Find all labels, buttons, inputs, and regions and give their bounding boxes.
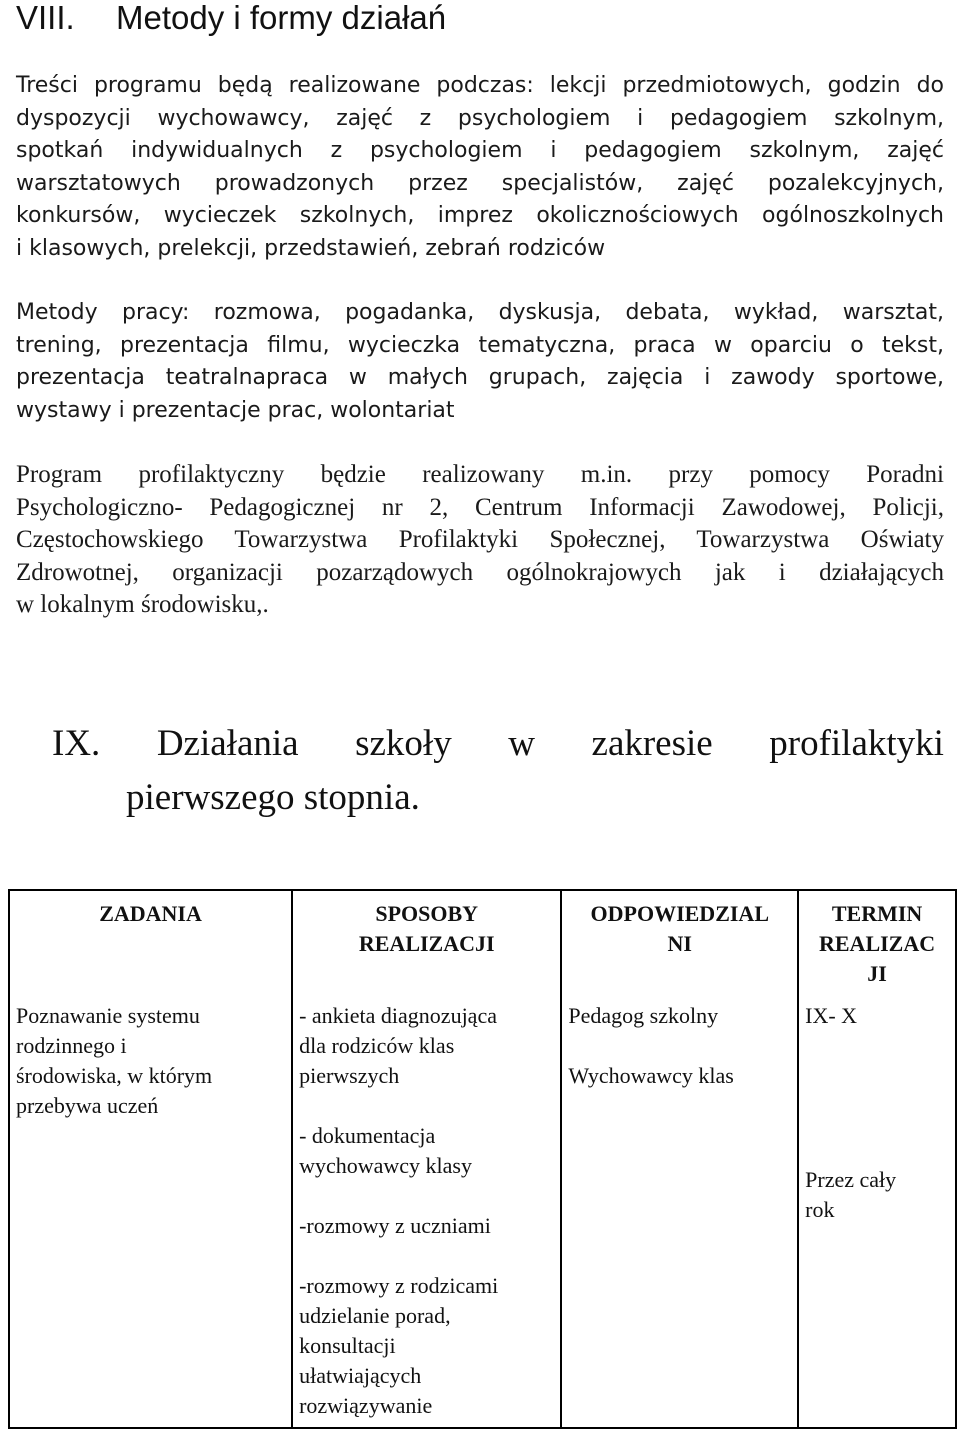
cell-line: Przez cały [805, 1167, 897, 1192]
paragraph-line: Częstochowskiego Towarzystwa Profilaktyki Społecznej, Towarzystwa Oświaty [16, 526, 944, 553]
paragraph-program-partners [16, 459, 944, 622]
cell-line: rozwiązywanie [299, 1393, 433, 1418]
cell-line: wychowawcy klasy [299, 1153, 472, 1178]
heading-word: w [508, 723, 535, 764]
heading-word: zakresie [591, 723, 713, 764]
section-9-title-line2: pierwszego stopnia. [126, 777, 420, 818]
cell-line: środowiska, w którym [16, 1063, 213, 1088]
paragraph-line: konkursów, wycieczek szkolnych, imprez okolicznościowych ogólnoszkolnych [16, 203, 944, 228]
cell-line: Poznawanie systemu [16, 1003, 200, 1028]
header-text: ODPOWIEDZIAL [590, 901, 769, 926]
cell-line: rok [805, 1197, 835, 1222]
section-9-number: IX. [52, 723, 101, 764]
cell-line: rodzinnego i [16, 1033, 127, 1058]
section-9-heading [52, 717, 944, 825]
paragraph-line: trening, prezentacja filmu, wycieczka tematyczna, praca w oparciu o tekst, [16, 332, 944, 358]
paragraph-line: warsztatowych prowadzonych przez specjalistów, zajęć pozalekcyjnych, [16, 170, 944, 196]
cell-line: udzielanie porad, [299, 1303, 451, 1328]
cell-line: -rozmowy z uczniami [299, 1213, 491, 1238]
heading-word: profilaktyki [769, 723, 944, 764]
heading-word: Działania [156, 723, 299, 764]
cell-line: dla rodziców klas [299, 1033, 455, 1058]
paragraph-line: Metody pracy: rozmowa, pogadanka, dyskusja, debata, wykład, warsztat, [16, 300, 944, 325]
cell-line: pierwszych [299, 1063, 400, 1088]
section-8-title: Metody i formy działań [116, 0, 447, 36]
cell-task [9, 995, 292, 1428]
cell-line: - ankieta diagnozująca [299, 1003, 497, 1028]
cell-term [798, 995, 956, 1428]
paragraph-line: Program profilaktyczny będzie realizowany m.in. przy pomocy Poradni [16, 461, 944, 488]
header-methods [292, 890, 561, 995]
paragraph-line: Psychologiczno- Pedagogicznej nr 2, Centrum Informacji Zawodowej, Policji, [16, 493, 944, 521]
header-text: REALIZAC [819, 931, 936, 956]
heading-word: szkoły [355, 723, 452, 764]
table-row [9, 995, 956, 1428]
section-8-number: VIII. [16, 0, 75, 36]
paragraph-line: w lokalnym środowisku,. [16, 591, 269, 618]
header-text: NI [667, 931, 692, 956]
section-8-heading [16, 0, 446, 36]
paragraph-line: Treści programu będą realizowane podczas: lekcji przedmiotowych, godzin do [16, 73, 944, 98]
table-header-row [9, 890, 956, 995]
header-text: SPOSOBY [375, 901, 479, 926]
paragraph-line: prezentacja teatralnapraca w małych grupach, zajęcia i zawody sportowe, [16, 365, 944, 390]
cell-line: Pedagog szkolny [568, 1003, 719, 1028]
paragraph-line: Zdrowotnej, organizacji pozarządowych ogólnokrajowych jak i działających [16, 558, 944, 586]
paragraph-line: i klasowych, prelekcji, przedstawień, zebrań rodziców [16, 235, 606, 261]
header-responsible [561, 890, 798, 995]
header-term [798, 890, 956, 995]
header-text: TERMIN [831, 901, 923, 926]
cell-methods [292, 995, 561, 1428]
paragraph-program-contents [16, 70, 944, 265]
cell-line: ułatwiających [299, 1363, 422, 1388]
header-text: ZADANIA [99, 901, 202, 926]
cell-line: IX- X [805, 1003, 858, 1028]
cell-line: Wychowawcy klas [568, 1063, 734, 1088]
paragraph-line: dyspozycji wychowawcy, zajęć z psychologiem i pedagogiem szkolnym, [16, 105, 944, 131]
cell-line: przebywa uczeń [16, 1093, 159, 1118]
cell-line: konsultacji [299, 1333, 396, 1358]
paragraph-line: spotkań indywidualnych z psychologiem i pedagogiem szkolnym, zajęć [16, 138, 944, 163]
prevention-tasks-table [8, 889, 957, 1429]
paragraph-work-methods [16, 297, 944, 427]
header-tasks [9, 890, 292, 995]
paragraph-line: wystawy i prezentacje prac, wolontariat [16, 397, 455, 423]
cell-line: -rozmowy z rodzicami [299, 1273, 499, 1298]
header-text: JI [867, 961, 887, 986]
header-text: REALIZACJI [358, 931, 495, 956]
cell-responsible [561, 995, 798, 1428]
cell-line: - dokumentacja [299, 1123, 436, 1148]
